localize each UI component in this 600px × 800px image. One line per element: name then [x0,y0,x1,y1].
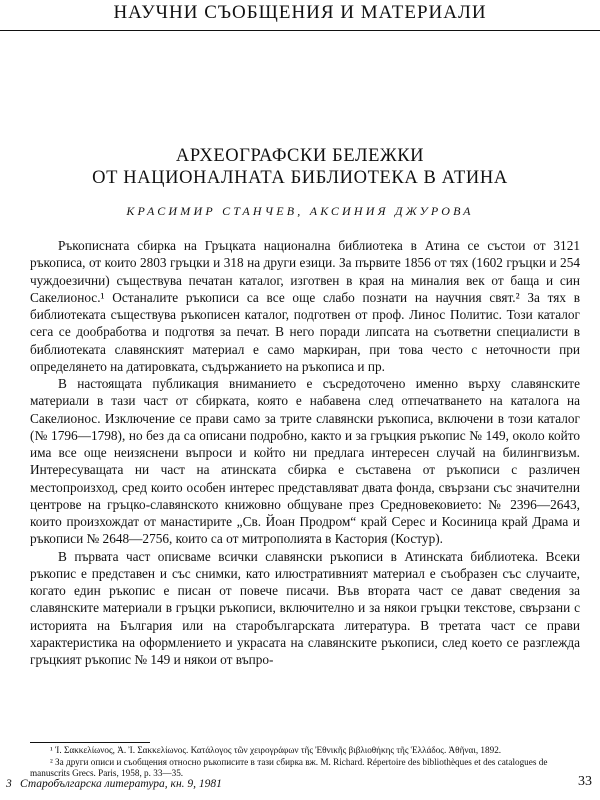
page-footer [0,774,600,798]
footnote-divider [30,742,150,743]
paragraph: В първата част описваме всички славянски ръкописи в Атинската библиотека. Всеки ръкопис е представен и със снимки, като илюстративният материал е съобразен със случаите, когато един ръкопис е писан от повече писачи. Във втората част се дават сведения за славянските материали в гръцки ръкописи, включително и за някои гръцки текстове, свързани с историята на България или на старобългарската литература. В третата част се прави характеристика на оформлението и украсата на славянските ръкописи, след което се разглежда гръцкият ръкопис № 149 и някои от въпро- [30,548,580,667]
journal-reference: Старобългарска литература, кн. 9, 1981 [20,778,222,790]
running-head: НАУЧНИ СЪОБЩЕНИЯ И МАТЕРИАЛИ [0,0,600,31]
article-title-line-1: АРХЕОГРАФСКИ БЕЛЕЖКИ [175,146,425,166]
paragraph: В настоящата публикация вниманието е съсредоточено именно върху славянските материали в тази част от сбирката, която е набавена след отпечатването на каталога на Сакелионос. Изключение се прави само за трите славянски ръкописа, включени в този каталог (№ 1796—1798), но без да са описани подробно, както и за гръцкия ръкопис № 149, около който има все още неизяснени въпроси и който ни предлага интересен случай на билингвизъм. Интересуващата ни част на атинската сбирка е съставена от ръкописи с различен местопроизход, сред които особен интерес представляват двата фонда, свързани със значителни центрове на гръцко-славянското книжовно общуване през Средновековието: № 2396—2643, които произхождат от манастирите „Св. Йоан Продром“ край Серес и Косиница край Драма и ръкописи № 2648—2756, които са от митрополията в Кастория (Костур). [30,376,580,547]
article-title [0,145,600,189]
printer-signature: 3 [6,778,12,790]
footnote: ² За други описи и съобщения относно ръкописите в тази сбирка вж. M. Richard. Répertoire des bibliothèques et des catalogues de manuscrits Grecs. Paris, 1958, p. 33—35. [30,756,548,778]
page-number: 33 [578,774,592,789]
article-title-line-2: ОТ НАЦИОНАЛНАТА БИБЛИОТЕКА В АТИНА [92,168,508,188]
article-body [30,237,580,668]
paragraph: Ръкописната сбирка на Гръцката национална библиотека в Атина се състои от 3121 ръкописа, от които 2803 гръцки и 318 на други езици. За първите 1856 от тях (1602 гръцки и 254 чуждоезични) съществува печатан каталог, изготвен в края на миналия век от баща и син Сакелионос.¹ Останалите ръкописи са все още слабо познати на научния свят.² За тях в библиотеката съществува ръкописен каталог, подготвен от проф. Линос Политис. Този каталог сега се дообработва и подготвя за печат. В него поради липсата на съответни специалисти в библиотеката славянският материал е само маркиран, при това често с неточности при определянето на датировката, съдържанието на ръкописа и пр. [30,238,580,374]
footnote: ¹ Ἰ. Σακκελίωνος, Ἀ. Ἰ. Σακκελίωνος. Κατάλογος τῶν χειρογράφων τῆς Ἐθνικῆς βιβλιοθήκης τῆς Ἑλλάδος. Ἀθῆναι, 1892. [50,745,502,755]
article-authors: КРАСИМИР СТАНЧЕВ, АКСИНИЯ ДЖУРОВА [126,204,474,218]
footnotes [30,745,585,780]
